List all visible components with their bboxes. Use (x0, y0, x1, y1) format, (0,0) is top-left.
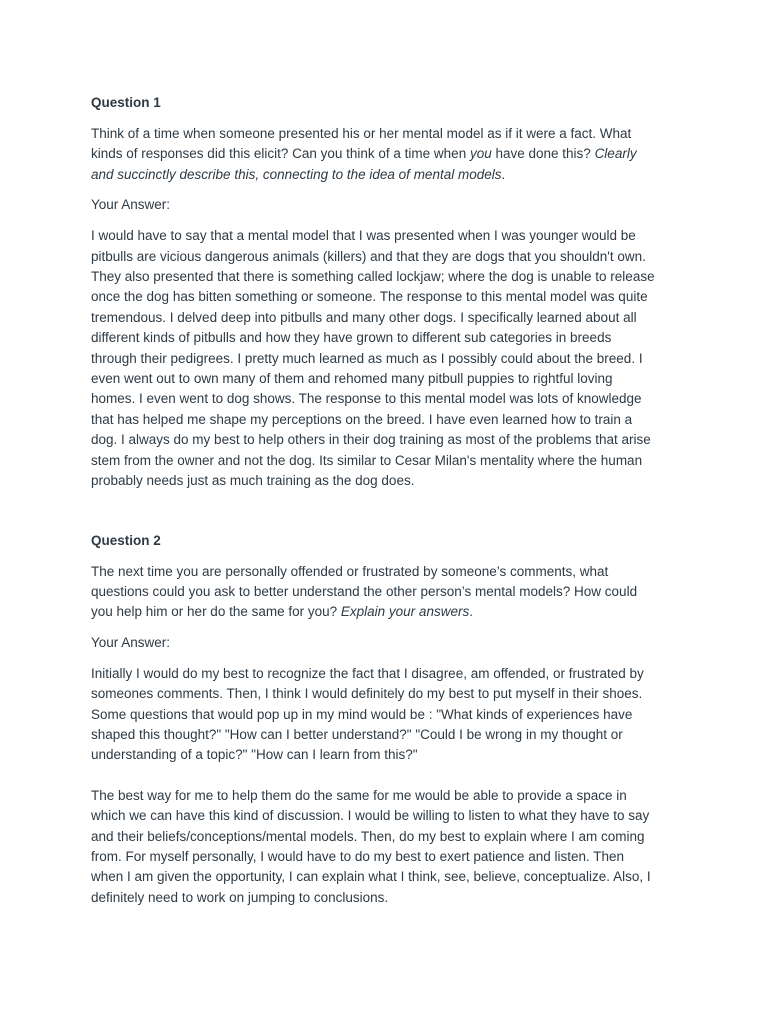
answer-line: when I am given the opportunity, I can explain what I think, see, believe, conceptualize. Also, I (91, 869, 651, 885)
question-2-title: Question 2 (91, 532, 161, 548)
question-2-answer-paragraph-1 (91, 664, 691, 766)
prompt-emphasis: you (469, 146, 492, 162)
answer-line: probably needs just as much training as the dog does. (91, 473, 415, 489)
answer-line: someones comments. Then, I think I would definitely do my best to put myself in their shoes. (91, 686, 643, 702)
answer-line: The best way for me to help them do the same for me would be able to provide a space in (91, 787, 627, 803)
question-1-answer-label: Your Answer: (91, 197, 171, 213)
answer-line: dog. I always do my best to help others in their dog training as most of the problems that arise (91, 432, 651, 448)
prompt-emphasis: Clearly (594, 146, 637, 162)
answer-line: which we can have this kind of discussion. I would be willing to listen to what they have to say (91, 808, 650, 824)
prompt-text: you help him or her do the same for you? (91, 604, 341, 620)
document-content (91, 93, 691, 908)
answer-line: Initially I would do my best to recognize the fact that I disagree, am offended, or frustrated by (91, 665, 644, 681)
prompt-line: questions could you ask to better understand the other person’s mental models? How could (91, 583, 638, 599)
question-2-answer-label: Your Answer: (91, 634, 171, 650)
answer-line: pitbulls are vicious dangerous animals (killers) and that they are dogs that you shouldn't own. (91, 248, 646, 264)
answer-line: homes. I even went to dog shows. The response to this mental model was lots of knowledge (91, 391, 642, 407)
question-2-answer-paragraph-2 (91, 786, 691, 908)
question-1-answer (91, 226, 691, 491)
prompt-line: Think of a time when someone presented his or her mental model as if it were a fact. What (91, 126, 632, 141)
question-2-prompt (91, 562, 691, 623)
answer-line: understanding of a topic?" "How can I learn from this?" (91, 747, 418, 763)
prompt-line: The next time you are personally offended or frustrated by someone’s comments, what (91, 563, 609, 579)
prompt-text: have done this? (491, 146, 595, 162)
answer-line: different kinds of pitbulls and how they have grown to different sub categories in breeds (91, 330, 612, 346)
answer-line: Some questions that would pop up in my mind would be : "What kinds of experiences have (91, 706, 633, 722)
prompt-emphasis: and succinctly describe this, connecting to the idea of mental models (91, 166, 502, 182)
prompt-text: kinds of responses did this elicit? Can you think of a time when (91, 146, 470, 162)
answer-line: tremendous. I delved deep into pitbulls and many other dogs. I specifically learned about all (91, 309, 637, 325)
answer-line: through their pedigrees. I pretty much learned as much as I possibly could about the breed. I (91, 350, 643, 366)
answer-line: even went out to own many of them and rehomed many pitbull puppies to rightful loving (91, 371, 613, 387)
answer-line: from. For myself personally, I would have to do my best to exert patience and listen. Then (91, 848, 625, 864)
answer-line: They also presented that there is something called lockjaw; where the dog is unable to release (91, 269, 655, 285)
question-1-prompt (91, 124, 691, 185)
answer-line: shaped this thought?" "How can I better understand?" "Could I be wrong in my thought or (91, 726, 623, 742)
prompt-emphasis: Explain your answers (340, 604, 470, 620)
prompt-text: . (469, 604, 473, 620)
prompt-text: . (501, 166, 506, 182)
answer-line: stem from the owner and not the dog. Its similar to Cesar Milan's mentality where the human (91, 452, 643, 468)
answer-line: that has helped me shape my perceptions on the breed. I have even learned how to train a (91, 411, 633, 427)
answer-line: and their beliefs/conceptions/mental models. Then, do my best to explain where I am coming (91, 828, 645, 844)
answer-line: definitely need to work on jumping to conclusions. (91, 889, 389, 905)
prompt-line (91, 165, 691, 185)
answer-line: once the dog has bitten something or someone. The response to this mental model was quite (91, 289, 648, 305)
answer-line: I would have to say that a mental model that I was presented when I was younger would be (91, 228, 636, 244)
question-1-title: Question 1 (91, 95, 161, 110)
prompt-line (91, 144, 691, 164)
prompt-line (91, 602, 691, 622)
